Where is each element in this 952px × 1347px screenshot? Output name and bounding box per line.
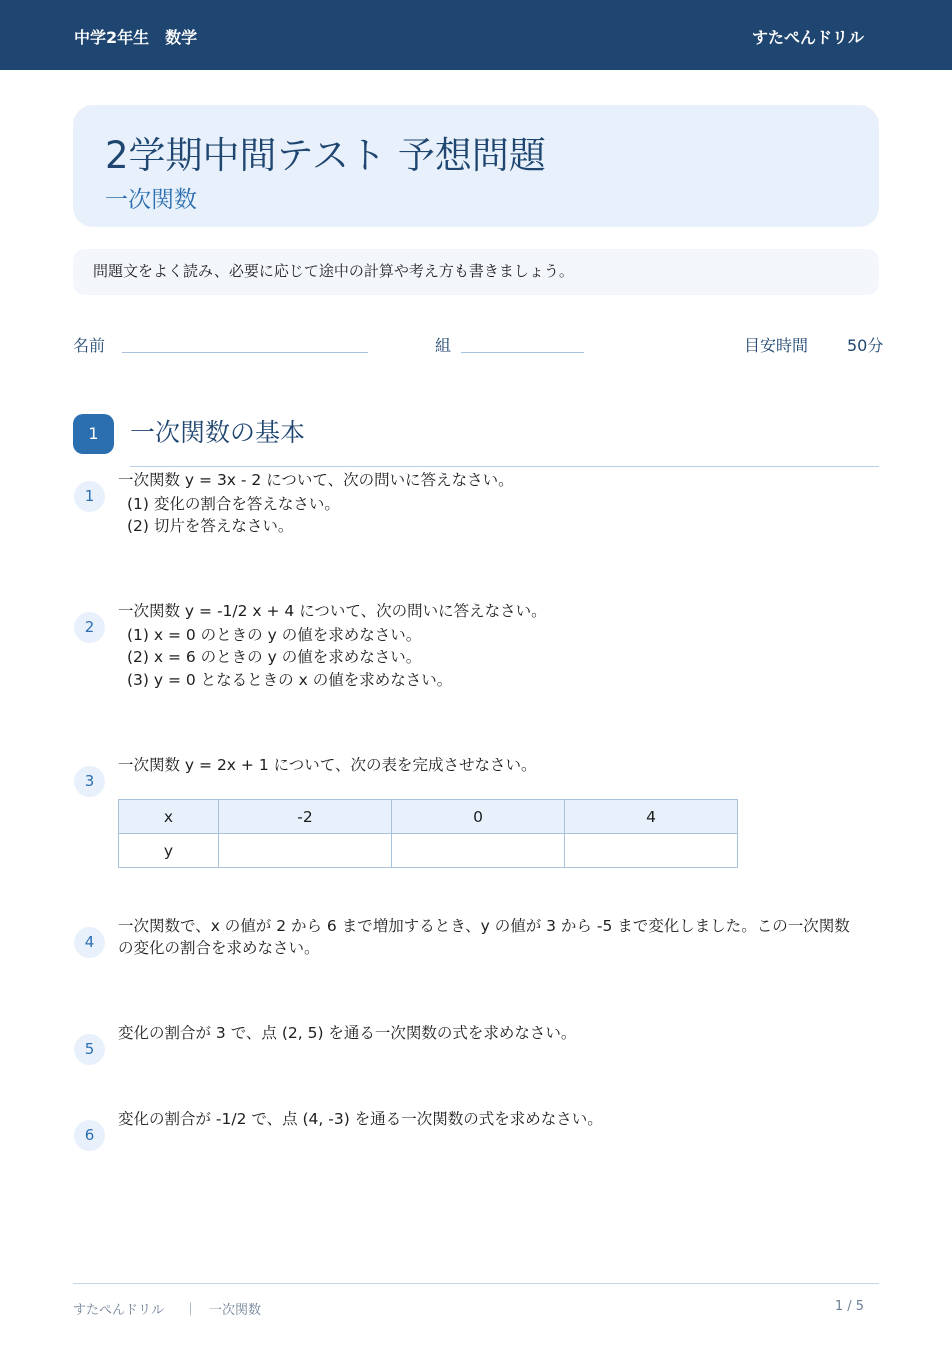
section-number-badge: 1 [73,414,114,454]
footer-divider [73,1283,879,1284]
class-field[interactable] [461,352,584,353]
table-cell-x-value: -2 [219,800,392,834]
table-cell-x-value: 4 [565,800,738,834]
question-1-sub-1: (1) 変化の割合を答えなさい。 [127,495,340,513]
question-number-5: 5 [74,1034,105,1065]
name-field[interactable] [122,352,368,353]
section-title: 一次関数の基本 [130,418,306,447]
question-2-sub-1: (1) x = 0 のときの y の値を求めなさい。 [127,626,422,644]
question-6-text: 変化の割合が -1/2 で、点 (4, -3) を通る一次関数の式を求めなさい。 [118,1110,603,1128]
question-5-text: 変化の割合が 3 で、点 (2, 5) を通る一次関数の式を求めなさい。 [118,1024,577,1042]
question-3-text: 一次関数 y = 2x + 1 について、次の表を完成させなさい。 [118,756,537,774]
section-divider [130,466,879,467]
footer-separator: ｜ [184,1303,198,1318]
question-number-4: 4 [74,927,105,958]
table-cell-x-header: x [119,800,219,834]
time-label: 目安時間 [744,336,809,355]
table-cell-x-value: 0 [392,800,565,834]
brand-label: すたぺんドリル [751,28,864,47]
question-2-sub-3: (3) y = 0 となるときの x の値を求めなさい。 [127,671,453,689]
page-title: 2学期中間テスト 予想問題 [105,134,546,177]
question-1-text: 一次関数 y = 3x - 2 について、次の問いに答えなさい。 [118,471,514,489]
question-number-6: 6 [74,1120,105,1151]
instruction-text: 問題文をよく読み、必要に応じて途中の計算や考え方も書きましょう。 [93,262,574,280]
value-table [118,799,738,868]
question-2-sub-2: (2) x = 6 のときの y の値を求めなさい。 [127,648,422,666]
instruction-box [73,249,879,295]
question-4-text-line-2: の変化の割合を求めなさい。 [118,939,320,957]
question-number-3: 3 [74,766,105,797]
question-4-text-line-1: 一次関数で、x の値が 2 から 6 まで増加するとき、y の値が 3 から -5 まで変化しました。この一次関数 [118,917,850,935]
time-value: 50分 [847,336,884,355]
table-row-y [119,834,738,868]
footer-brand: すたぺんドリル [73,1303,165,1318]
grade-subject-label: 中学2年生 数学 [74,28,198,47]
page-subtitle: 一次関数 [105,187,197,213]
question-number-1: 1 [74,481,105,512]
title-card [73,105,879,227]
class-label: 組 [435,336,452,355]
page-number: 1 / 5 [834,1299,864,1314]
table-cell-y-answer[interactable] [565,834,738,868]
table-cell-y-answer[interactable] [392,834,565,868]
name-label: 名前 [73,336,106,355]
top-header-bar [0,0,952,70]
question-2-text: 一次関数 y = -1/2 x + 4 について、次の問いに答えなさい。 [118,602,547,620]
table-cell-y-answer[interactable] [219,834,392,868]
table-row-x [119,800,738,834]
question-number-2: 2 [74,612,105,643]
footer-topic: 一次関数 [209,1303,262,1318]
table-cell-y-header: y [119,834,219,868]
question-1-sub-2: (2) 切片を答えなさい。 [127,517,294,535]
